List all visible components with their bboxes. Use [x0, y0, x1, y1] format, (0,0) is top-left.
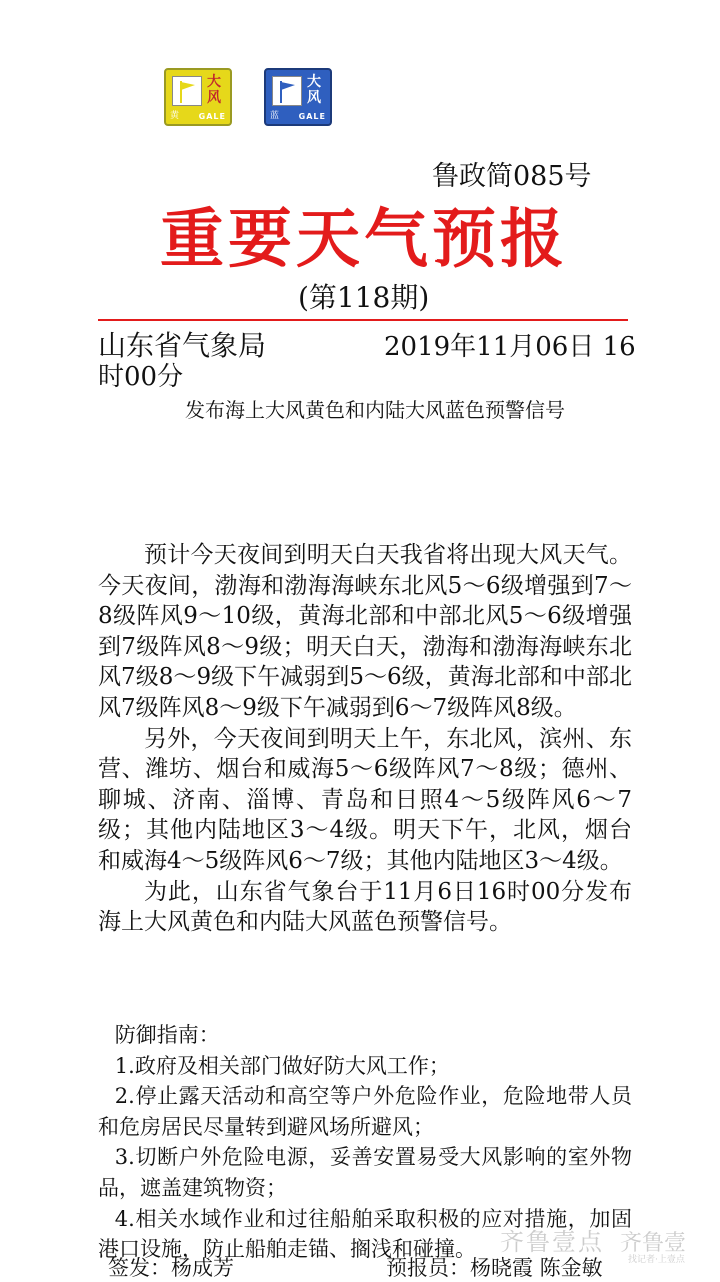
guide-item: 1.政府及相关部门做好防大风工作； [114, 1053, 450, 1078]
guide-heading: 防御指南： [114, 1023, 220, 1047]
issue-datetime: 2019年11月06日 16 [384, 332, 636, 362]
watermark: 齐鲁壹点 [500, 1228, 604, 1256]
gale-blue-warning-icon [264, 68, 332, 126]
document-number: 鲁政简085号 [432, 161, 592, 192]
forecast-paragraph: 预计今天夜间到明天白天我省将出现大风天气。今天夜间，渤海和渤海海峡东北风5～6级增强到7～8级阵风9～10级，黄海北部和中部北风5～6级增强到7级阵风8～9级；明天白天，渤海和渤海海峡东北风7级8～9级下午减弱到5～6级，黄海北部和中部北风7级阵风8～9级下午减弱到6～7级阵风8级。 [98, 542, 632, 721]
forecast-paragraph: 为此，山东省气象台于11月6日16时00分发布海上大风黄色和内陆大风蓝色预警信号。 [98, 878, 632, 936]
guide-item: 4.相关水域作业和过往船舶采取积极的应对措施，加固港口设施，防止船舶走锚、搁浅和碰撞。 [98, 1206, 632, 1262]
forecast-paragraph: 另外，今天夜间到明天上午，东北风，滨州、东营、潍坊、烟台和威海5～6级阵风7～8级；德州、聊城、济南、淄博、青岛和日照4～5级阵风6～7级；其他内陆地区3～4级。明天下午，北风，烟台和威海4～5级阵风6～7级；其他内陆地区3～4级。 [98, 725, 632, 874]
page-title: 重要天气预报 [160, 203, 568, 277]
watermark-logo: 齐鲁壹 [620, 1231, 687, 1256]
issuing-bureau: 山东省气象局 [98, 329, 267, 362]
guide-item: 3.切断户外危险电源，妥善安置易受大风影响的室外物品，遮盖建筑物资； [98, 1145, 632, 1200]
watermark-slogan: 找记者·上壹点 [628, 1255, 685, 1265]
flag-icon [172, 76, 202, 106]
issue-datetime-continued: 时00分 [98, 362, 184, 392]
flag-icon [272, 76, 302, 106]
color-label: 黄 [170, 111, 180, 121]
guide-item: 2.停止露天活动和高空等户外危险作业，危险地带人员和危房居民尽量转到避风场所避风； [98, 1084, 632, 1139]
gale-english-label: GALE [298, 112, 326, 121]
warning-subtitle: 发布海上大风黄色和内陆大风蓝色预警信号 [185, 398, 565, 422]
gale-yellow-warning-icon [164, 68, 232, 126]
issue-number: (第118期) [298, 281, 430, 314]
color-label: 蓝 [270, 111, 280, 121]
gale-label: 大风 [307, 74, 321, 106]
signer: 签发：杨成芳 [108, 1256, 234, 1280]
forecast-body [98, 540, 632, 938]
gale-label: 大风 [207, 74, 221, 106]
header-divider [98, 319, 628, 321]
gale-english-label: GALE [198, 112, 226, 121]
forecaster: 预报员：杨晓霞 陈金敏 [386, 1256, 603, 1280]
